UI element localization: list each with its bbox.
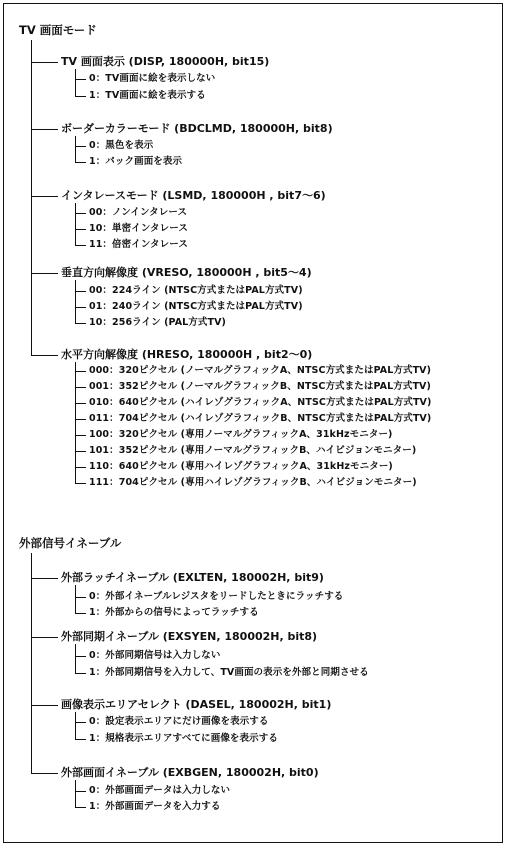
option-label: 000：320ピクセル (ノーマルグラフィックA、NTSC方式またはPAL方式TV) [89,365,432,376]
option-tick-line [75,371,86,373]
option-label: 00：224ライン (NTSC方式またはPAL方式TV) [89,285,303,296]
register-label: 画像表示エリアセレクト (DASEL, 180002H, bit1) [61,698,332,711]
option-label: 100：320ピクセル (専用ノーマルグラフィックA、31kHzモニター) [89,429,393,440]
option-tick-line [75,451,86,453]
option-label: 111：704ピクセル (専用ハイレゾグラフィックB、ハイビジョンモニター) [89,477,417,488]
register-branch-line [31,62,58,64]
option-label: 11：倍密インタレース [89,239,188,250]
register-label: 外部同期イネーブル (EXSYEN, 180002H, bit8) [61,630,318,643]
register-branch-line [31,355,58,357]
option-tick-line [75,291,86,293]
option-tick-line [75,229,86,231]
register-label: ボーダーカラーモード (BDCLMD, 180000H, bit8) [61,122,333,135]
option-tick-line [75,213,86,215]
register-branch-line [31,773,58,775]
option-tick-line [75,79,86,81]
option-tick-line [75,791,86,793]
option-label: 00：ノンインタレース [89,207,188,218]
register-label: 外部画面イネーブル (EXBGEN, 180002H, bit0) [61,766,319,779]
option-tick-line [75,96,86,98]
option-branch-line [75,280,77,323]
register-branch-line [31,705,58,707]
option-branch-line [75,69,77,96]
option-label: 1：規格表示エリアすべてに画像を表示する [89,733,278,744]
option-tick-line [75,673,86,675]
option-tick-line [75,245,86,247]
register-branch-line [31,273,58,275]
register-label: TV 画面表示 (DISP, 180000H, bit15) [61,55,270,68]
option-tick-line [75,435,86,437]
option-tick-line [75,419,86,421]
option-label: 011：704ピクセル (ハイレゾグラフィックB、NTSC方式またはPAL方式TV) [89,413,432,424]
option-label: 0：外部イネーブルレジスタをリードしたときにラッチする [89,591,344,602]
option-label: 0：黒色を表示 [89,140,154,151]
option-tick-line [75,307,86,309]
option-label: 1：外部同期信号を入力して、TV画面の表示を外部と同期させる [89,667,369,678]
section-trunk-line [31,40,33,355]
option-label: 0：外部同期信号は入力しない [89,650,221,661]
option-tick-line [75,656,86,658]
option-tick-line [75,483,86,485]
option-label: 0：設定表示エリアにだけ画像を表示する [89,716,269,727]
section-trunk-line [31,553,33,773]
option-branch-line [75,362,77,483]
option-label: 0：外部画面データは入力しない [89,785,231,796]
option-branch-line [75,644,77,673]
option-label: 110：640ピクセル (専用ハイレゾグラフィックA、31kHzモニター) [89,461,393,472]
option-label: 1：外部画面データを入力する [89,801,221,812]
option-label: 1：外部からの信号によってラッチする [89,607,259,618]
option-label: 01：240ライン (NTSC方式またはPAL方式TV) [89,301,303,312]
option-branch-line [75,712,77,739]
option-branch-line [75,136,77,162]
option-tick-line [75,403,86,405]
section-title: 外部信号イネーブル [19,536,122,550]
register-branch-line [31,637,58,639]
register-branch-line [31,578,58,580]
option-branch-line [75,203,77,245]
option-tick-line [75,613,86,615]
option-tick-line [75,722,86,724]
register-branch-line [31,129,58,131]
register-label: 外部ラッチイネーブル (EXLTEN, 180002H, bit9) [61,571,324,584]
register-label: 水平方向解像度 (HRESO, 180000H , bit2〜0) [61,348,313,361]
register-branch-line [31,196,58,198]
option-label: 010：640ピクセル (ハイレゾグラフィックA、NTSC方式またはPAL方式TV) [89,397,432,408]
option-label: 10：256ライン (PAL方式TV) [89,317,226,328]
option-branch-line [75,780,77,807]
register-label: インタレースモード (LSMD, 180000H , bit7〜6) [61,189,326,202]
option-label: 10：単密インタレース [89,223,188,234]
option-tick-line [75,387,86,389]
register-label: 垂直方向解像度 (VRESO, 180000H , bit5〜4) [61,266,312,279]
option-branch-line [75,585,77,613]
option-tick-line [75,807,86,809]
option-tick-line [75,146,86,148]
option-label: 0：TV画面に絵を表示しない [89,73,216,84]
option-tick-line [75,597,86,599]
option-tick-line [75,467,86,469]
option-label: 101：352ピクセル (専用ノーマルグラフィックB、ハイビジョンモニター) [89,445,417,456]
option-tick-line [75,739,86,741]
option-tick-line [75,162,86,164]
option-label: 001：352ピクセル (ノーマルグラフィックB、NTSC方式またはPAL方式TV) [89,381,431,392]
option-tick-line [75,323,86,325]
option-label: 1：TV画面に絵を表示する [89,90,206,101]
section-title: TV 画面モード [19,23,97,37]
option-label: 1：パック画面を表示 [89,156,183,167]
